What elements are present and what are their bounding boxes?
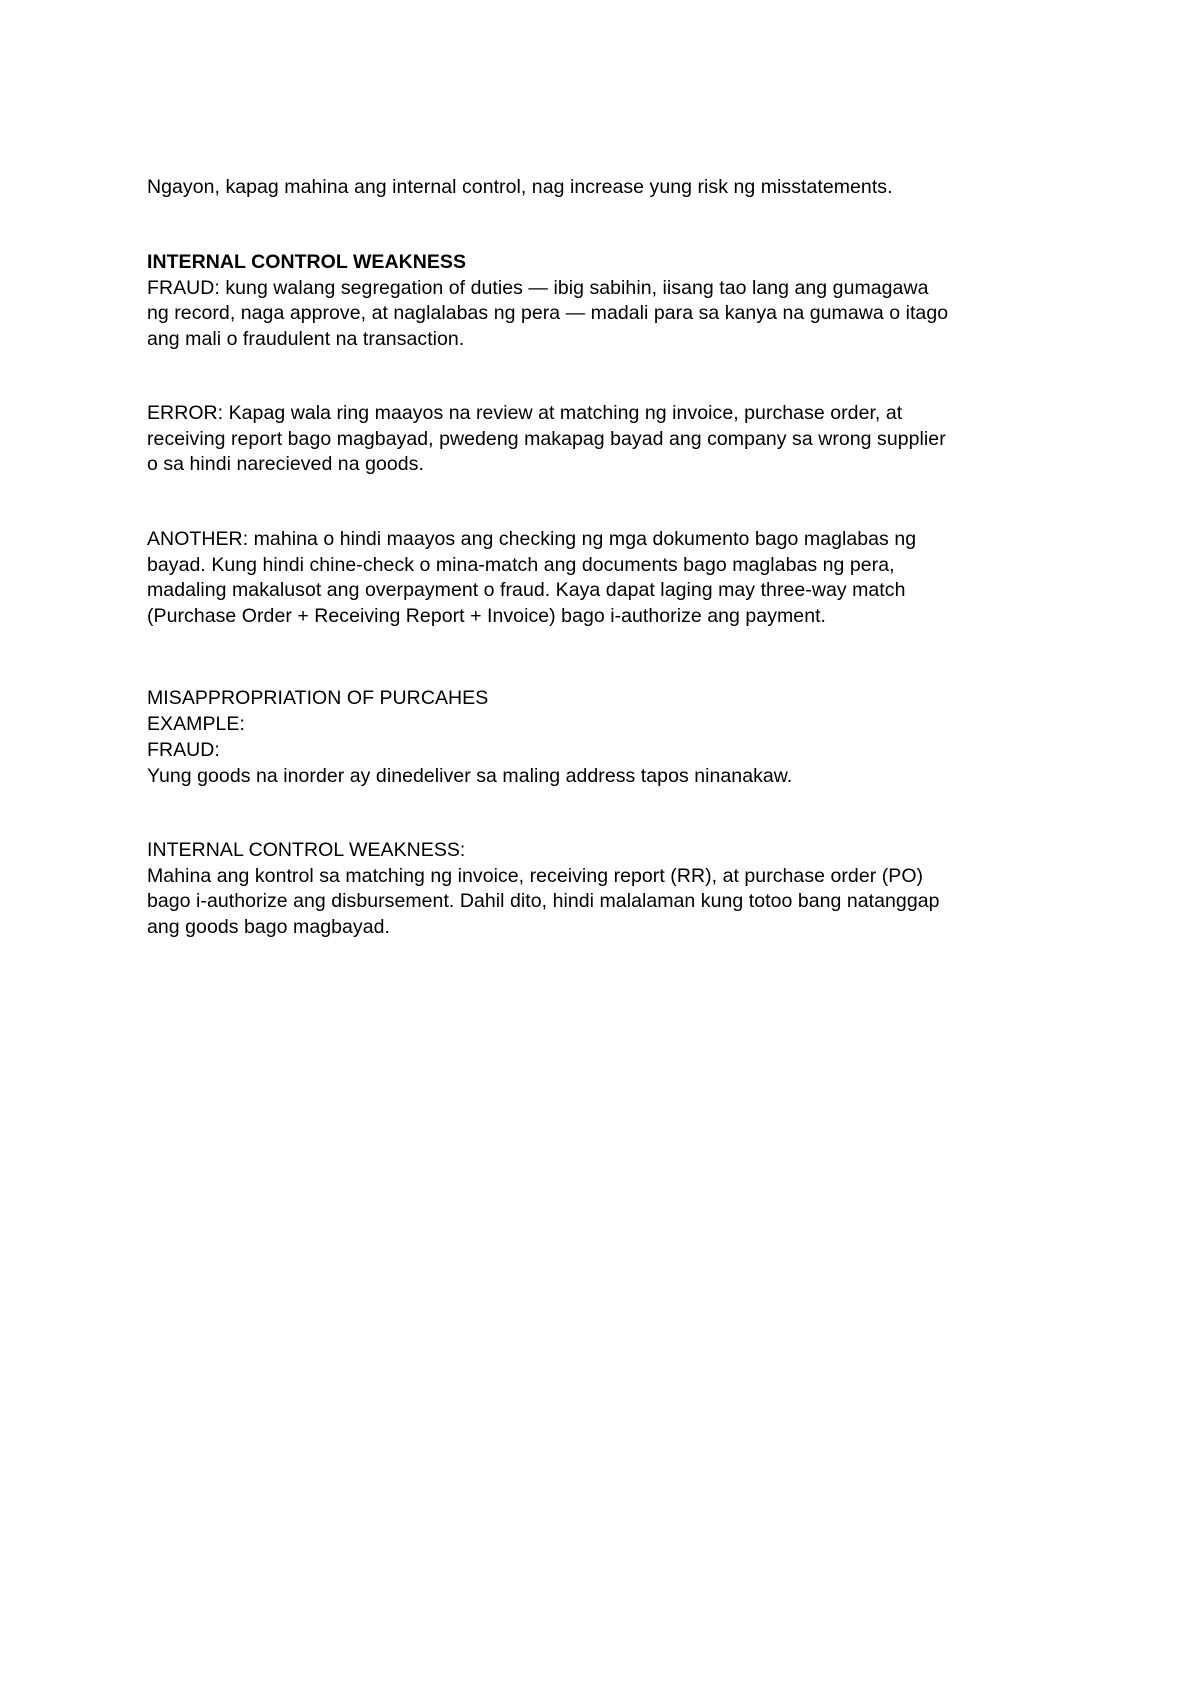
- fraud-example-text: Yung goods na inorder ay dinedeliver sa maling address tapos ninanakaw.: [147, 765, 793, 787]
- another-paragraph-line: bayad. Kung hindi chine-check o mina-match ang documents bago maglabas ng pera,: [147, 554, 895, 576]
- error-paragraph-line: o sa hindi narecieved na goods.: [147, 453, 424, 475]
- fraud-paragraph-line: ng record, naga approve, at naglalabas ng pera — madali para sa kanya na gumawa o itago: [147, 302, 949, 324]
- weakness-paragraph-line: ang goods bago magbayad.: [147, 916, 390, 938]
- weakness-paragraph-line: bago i-authorize ang disbursement. Dahil dito, hindi malalaman kung totoo bang natanggap: [147, 890, 940, 912]
- another-paragraph-line: ANOTHER: mahina o hindi maayos ang checking ng mga dokumento bago maglabas ng: [147, 528, 917, 550]
- error-paragraph-line: receiving report bago magbayad, pwedeng makapag bayad ang company sa wrong supplier: [147, 428, 946, 450]
- fraud-paragraph-line: FRAUD: kung walang segregation of duties — ibig sabihin, iisang tao lang ang gumagawa: [147, 277, 929, 299]
- fraud-paragraph-line: ang mali o fraudulent na transaction.: [147, 328, 465, 350]
- section-heading-misappropriation: MISAPPROPRIATION OF PURCAHES: [147, 687, 489, 709]
- intro-paragraph: Ngayon, kapag mahina ang internal control, nag increase yung risk ng misstatements.: [147, 176, 893, 198]
- weakness-paragraph-line: Mahina ang kontrol sa matching ng invoice, receiving report (RR), at purchase order (PO): [147, 865, 924, 887]
- fraud-label: FRAUD:: [147, 739, 220, 761]
- another-paragraph-line: madaling makalusot ang overpayment o fraud. Kaya dapat laging may three-way match: [147, 579, 906, 601]
- weakness-label: INTERNAL CONTROL WEAKNESS:: [147, 839, 466, 861]
- section-heading-internal-control-weakness: INTERNAL CONTROL WEAKNESS: [147, 251, 467, 273]
- another-paragraph-line: (Purchase Order + Receiving Report + Invoice) bago i-authorize ang payment.: [147, 605, 827, 627]
- example-label: EXAMPLE:: [147, 713, 245, 735]
- error-paragraph-line: ERROR: Kapag wala ring maayos na review at matching ng invoice, purchase order, at: [147, 402, 903, 424]
